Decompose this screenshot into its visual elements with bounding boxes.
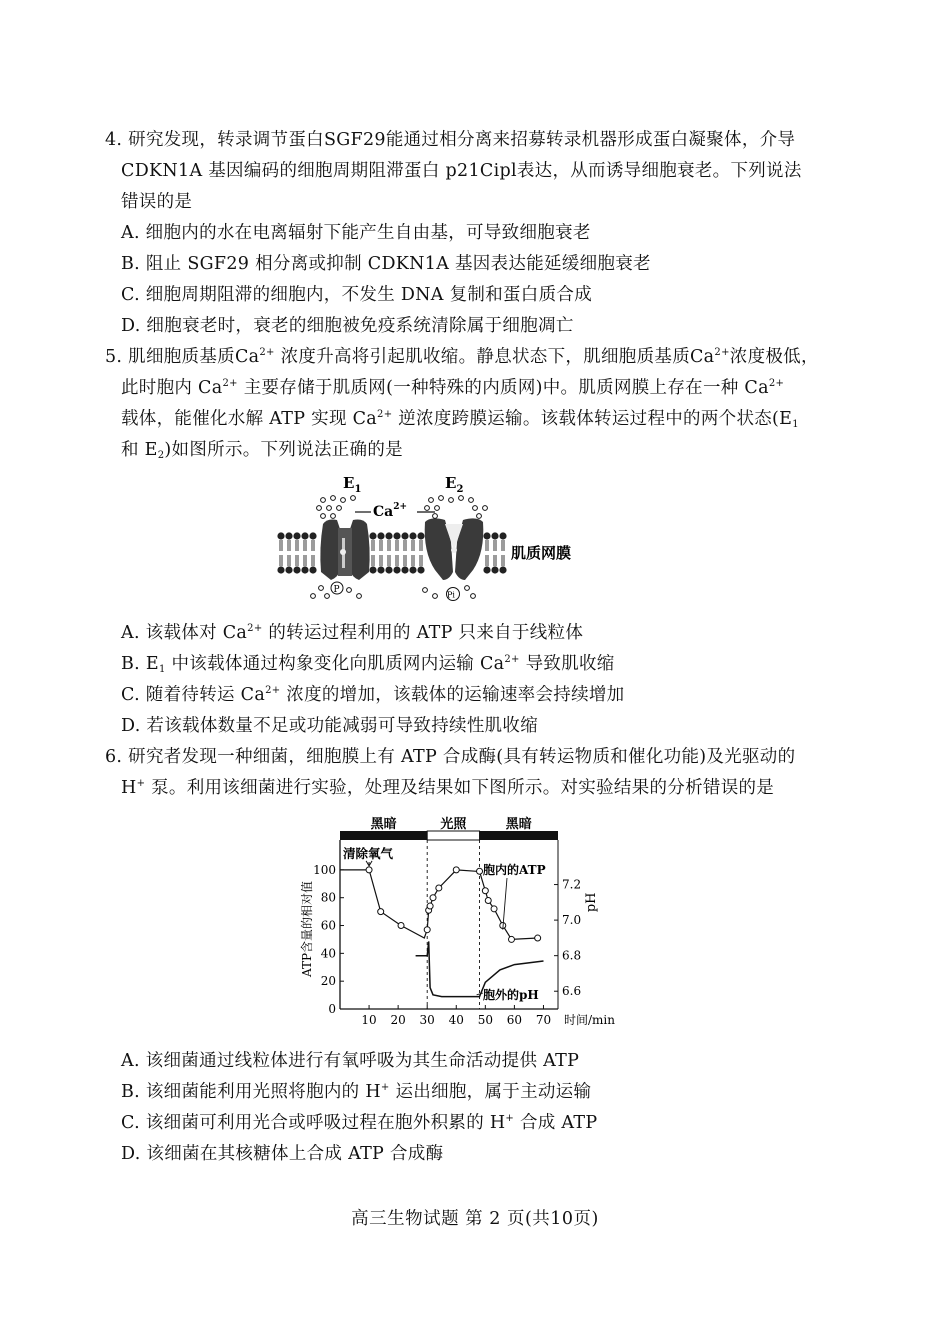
atp-data-point bbox=[424, 927, 430, 933]
atp-data-point bbox=[477, 868, 483, 874]
dark-period-2 bbox=[480, 831, 558, 840]
bar-label-light: 光照 bbox=[440, 817, 467, 832]
e1-label: $E_1$ bbox=[343, 474, 362, 495]
atp-data-point bbox=[427, 903, 433, 909]
ca-ion-dot bbox=[317, 506, 322, 511]
ca-ion-dot bbox=[435, 506, 440, 511]
y-right-tick-label: 7.2 bbox=[562, 877, 582, 892]
q5-option-d: D. 若该载体数量不足或功能减弱可导致持续性肌收缩 bbox=[121, 716, 539, 736]
atp-data-point bbox=[482, 888, 488, 894]
lipid-head bbox=[293, 566, 300, 573]
q6-option-a: A. 该细菌通过线粒体进行有氧呼吸为其生命活动提供 ATP bbox=[121, 1051, 580, 1071]
lipid-head bbox=[309, 532, 316, 539]
lipid-head bbox=[417, 566, 424, 573]
lipid-head bbox=[285, 532, 292, 539]
lipid-head bbox=[401, 566, 408, 573]
ca-ion-dot bbox=[433, 514, 438, 519]
atp-ph-chart bbox=[295, 812, 625, 1030]
carrier-e2 bbox=[425, 518, 484, 580]
lipid-head bbox=[483, 532, 490, 539]
atp-data-point bbox=[485, 897, 491, 903]
atp-data-point bbox=[491, 906, 497, 912]
ca-ion-dot bbox=[459, 496, 464, 501]
lipid-head bbox=[301, 566, 308, 573]
x-axis-label: 时间/min bbox=[564, 1013, 615, 1027]
atp-data-point bbox=[398, 923, 404, 929]
lipid-head bbox=[401, 532, 408, 539]
q4-option-d: D. 细胞衰老时，衰老的细胞被免疫系统清除属于细胞凋亡 bbox=[121, 316, 574, 336]
ca-ion-dot bbox=[439, 496, 444, 501]
ca-ion-dot bbox=[341, 498, 346, 503]
y-left-tick-label: 80 bbox=[320, 890, 336, 905]
light-dark-bar bbox=[340, 816, 558, 840]
ca-ion-dot bbox=[433, 594, 438, 599]
x-tick-label: 40 bbox=[448, 1013, 464, 1027]
y-left-tick-label: 100 bbox=[313, 862, 336, 877]
lipid-head bbox=[417, 532, 424, 539]
ca-ion-dot bbox=[429, 498, 434, 503]
atp-data-point bbox=[453, 867, 459, 873]
x-tick-label: 30 bbox=[419, 1013, 435, 1027]
q4-stem-line-2: CDKN1A 基因编码的细胞周期阻滞蛋白 p21Cipl表达，从而诱导细胞衰老。下列说法 bbox=[121, 161, 802, 181]
ca-ion-dot bbox=[477, 514, 482, 519]
atp-data-point bbox=[366, 867, 372, 873]
lipid-head bbox=[393, 566, 400, 573]
bar-label-dark-1: 黑暗 bbox=[370, 817, 397, 832]
lipid-head bbox=[377, 532, 384, 539]
ca-ion-dot bbox=[449, 498, 454, 503]
q4-stem-line-3: 错误的是 bbox=[121, 192, 193, 212]
ca-ion-label: $Ca^{2+}$ bbox=[373, 502, 408, 520]
q4-option-b: B. 阻止 SGF29 相分离或抑制 CDKN1A 基因表达能延缓细胞衰老 bbox=[121, 254, 651, 274]
ca-ion-dot bbox=[423, 588, 428, 593]
lipid-head bbox=[491, 532, 498, 539]
ca-ion-dot bbox=[473, 506, 478, 511]
y-right-axis-label: pH bbox=[584, 892, 599, 913]
e2-label: $E_2$ bbox=[445, 474, 464, 495]
lipid-head bbox=[491, 566, 498, 573]
ca-ion-dot bbox=[311, 594, 316, 599]
ca-ion-dot bbox=[469, 498, 474, 503]
q6-stem-line-2: H+ 泵。利用该细菌进行实验，处理及结果如下图所示。对实验结果的分析错误的是 bbox=[121, 778, 775, 798]
ca-ion-dot bbox=[327, 506, 332, 511]
lipid-head bbox=[409, 532, 416, 539]
y-right-tick-label: 6.6 bbox=[562, 984, 582, 999]
atp-data-point bbox=[508, 936, 514, 942]
q4-stem-line-1: 4. 研究发现，转录调节蛋白SGF29能通过相分离来招募转录机器形成蛋白凝聚体，介导 bbox=[105, 130, 796, 150]
chart-marks bbox=[340, 867, 544, 997]
ca-ion-dot bbox=[331, 514, 336, 519]
lipid-head bbox=[393, 532, 400, 539]
y-left-tick-label: 20 bbox=[320, 974, 336, 989]
lipid-head bbox=[499, 566, 506, 573]
ca-ion-dot bbox=[465, 586, 470, 591]
y-left-tick-label: 0 bbox=[328, 1002, 336, 1016]
ca-ion-dot bbox=[325, 594, 330, 599]
q5-option-b: B. $E_1$ 中该载体通过构象变化向肌质网内运输 $Ca^{2+}$ 导致肌收缩 bbox=[121, 654, 615, 675]
lipid-head bbox=[483, 566, 490, 573]
atp-series-label: 胞内的ATP bbox=[483, 863, 546, 877]
ca-ion-dot bbox=[321, 498, 326, 503]
chart-labels bbox=[343, 846, 546, 1002]
atp-label-leader bbox=[503, 878, 507, 930]
q5-stem-line-3: 载体，能催化水解 ATP 实现 $Ca^{2+}$ 逆浓度跨膜运输。该载体转运过程中的两个状态($E_1$ bbox=[121, 409, 799, 430]
lipid-head bbox=[385, 532, 392, 539]
atp-data-point bbox=[430, 895, 436, 901]
x-tick-label: 20 bbox=[390, 1013, 406, 1027]
y-right-tick-label: 6.8 bbox=[562, 948, 582, 963]
q5-stem-line-1: 5. 肌细胞质基质$Ca^{2+}$ 浓度升高将引起肌收缩。静息状态下，肌细胞质基质$Ca^{2+}$浓度极低， bbox=[105, 347, 819, 367]
x-tick-label: 50 bbox=[477, 1013, 493, 1027]
ca-carrier-figure bbox=[275, 472, 605, 612]
q6-option-b: B. 该细菌能利用光照将胞内的 H+ 运出细胞，属于主动运输 bbox=[121, 1082, 592, 1102]
atp-data-point bbox=[436, 885, 442, 891]
y-left-tick-label: 60 bbox=[320, 918, 336, 933]
ca-ion-dot bbox=[351, 496, 356, 501]
q5-option-a: A. 该载体对 $Ca^{2+}$ 的转运过程利用的 ATP 只来自于线粒体 bbox=[121, 623, 584, 643]
ca-ion-dot bbox=[471, 594, 476, 599]
q6-option-d: D. 该细菌在其核糖体上合成 ATP 合成酶 bbox=[121, 1144, 444, 1164]
q4-option-c: C. 细胞周期阻滞的细胞内，不发生 DNA 复制和蛋白质合成 bbox=[121, 285, 592, 305]
membrane-label: 肌质网膜 bbox=[511, 544, 572, 562]
ca-ion-dot bbox=[425, 506, 430, 511]
oxygen-removal-annotation: 清除氧气 bbox=[343, 846, 394, 861]
lipid-head bbox=[285, 566, 292, 573]
atp-data-point bbox=[378, 909, 384, 915]
x-tick-label: 60 bbox=[506, 1013, 523, 1027]
lipid-head bbox=[293, 532, 300, 539]
q4-option-a: A. 细胞内的水在电离辐射下能产生自由基，可导致细胞衰老 bbox=[121, 223, 591, 243]
lipid-head bbox=[369, 532, 376, 539]
q5-option-c: C. 随着待转运 $Ca^{2+}$ 浓度的增加，该载体的运输速率会持续增加 bbox=[121, 685, 625, 705]
q5-stem-line-4: 和 $E_2$)如图所示。下列说法正确的是 bbox=[121, 440, 403, 461]
carrier-e1 bbox=[320, 520, 369, 581]
ph-series-label: 胞外的pH bbox=[483, 988, 539, 1002]
ca-ion-dot bbox=[319, 586, 324, 591]
x-tick-label: 10 bbox=[361, 1013, 377, 1027]
lipid-head bbox=[377, 566, 384, 573]
y-right-tick-label: 7.0 bbox=[562, 913, 582, 928]
ca-ion-dot bbox=[331, 496, 336, 501]
ca-ion-dot bbox=[357, 594, 362, 599]
q5-stem-line-2: 此时胞内 $Ca^{2+}$ 主要存储于肌质网(一种特殊的内质网)中。肌质网膜上存在一种 $Ca^{2+}$ bbox=[121, 378, 785, 398]
ca-ion-dot bbox=[337, 506, 342, 511]
ca-ion-dot bbox=[321, 514, 326, 519]
atp-data-point bbox=[535, 935, 541, 941]
y-left-tick-label: 40 bbox=[320, 946, 336, 961]
q6-option-c: C. 该细菌可利用光合或呼吸过程在胞外积累的 H+ 合成 ATP bbox=[121, 1113, 598, 1133]
ca-ion-dot bbox=[347, 588, 352, 593]
page-footer: 高三生物试题 第 2 页(共10页) bbox=[351, 1209, 599, 1229]
phosphate-label: P bbox=[333, 585, 340, 595]
lipid-head bbox=[499, 532, 506, 539]
lipid-head bbox=[277, 532, 284, 539]
lipid-head bbox=[309, 566, 316, 573]
lipid-head bbox=[301, 532, 308, 539]
x-tick-label: 70 bbox=[535, 1013, 552, 1027]
lipid-head bbox=[385, 566, 392, 573]
light-period bbox=[427, 831, 479, 840]
bar-label-dark-2: 黑暗 bbox=[505, 817, 532, 832]
ca-ion-dot bbox=[483, 506, 488, 511]
pi-label: Pi bbox=[447, 590, 455, 600]
lipid-head bbox=[409, 566, 416, 573]
y-left-axis-label: ATP含量的相对值 bbox=[300, 880, 314, 978]
lipid-head bbox=[277, 566, 284, 573]
dark-period-1 bbox=[340, 831, 427, 840]
atp-series-line bbox=[340, 870, 538, 940]
q6-stem-line-1: 6. 研究者发现一种细菌，细胞膜上有 ATP 合成酶(具有转运物质和催化功能)及光驱动的 bbox=[105, 747, 796, 767]
lipid-head bbox=[369, 566, 376, 573]
